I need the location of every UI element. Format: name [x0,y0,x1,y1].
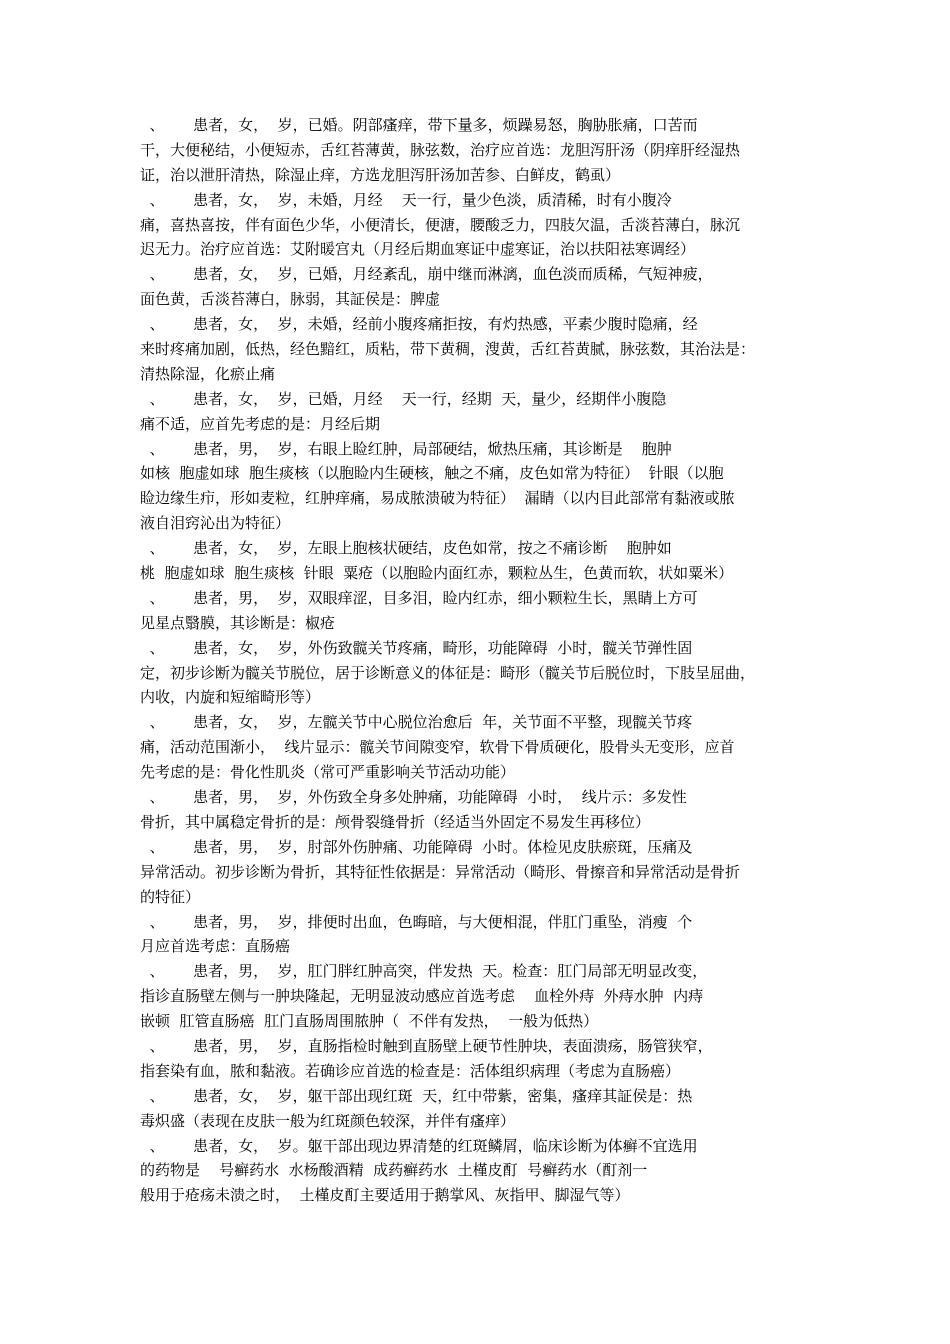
text-line: 来时疼痛加剧，低热，经色黯红，质粘，带下黄稠，溲黄，舌红苔黄腻，脉弦数，其治法是： [140,340,756,359]
text-line: 、 患者，女， 岁，未婚，经前小腹疼痛拒按，有灼热感，平素少腹时隐痛，经 [140,315,698,334]
text-line: 、 患者，男， 岁，直肠指检时触到直肠壁上硬节性肿块，表面溃疡，肠管狭窄， [140,1036,713,1055]
text-line: 睑边缘生疖，形如麦粒，红肿痒痛，易成脓溃破为特征） 漏睛（以内目此部常有黏液或脓 [140,489,735,508]
text-line: 、 患者，女， 岁，已婚。阴部瘙痒，带下量多，烦躁易怒，胸胁胀痛，口苦而 [140,116,698,134]
text-line: 骨折，其中属稳定骨折的是：颅骨裂缝骨折（经适当外固定不易发生再移位） [140,812,651,831]
text-line: 、 患者，女， 岁。躯干部出现边界清楚的红斑鳞屑，临床诊断为体癣不宜选用 [140,1136,698,1155]
text-line: 证，治以泄肝清热，除湿止痒，方选龙胆泻肝汤加苦参、白鲜皮，鹤虱） [140,165,621,184]
text-line: 、 患者，女， 岁，已婚，月经紊乱，崩中继而淋漓，血色淡而质稀，气短神疲， [140,265,713,284]
text-line: 、 患者，女， 岁，左髋关节中心脱位治愈后 年，关节面不平整，现髋关节疼 [140,713,693,732]
text-line: 痛，喜热喜按，伴有面色少华，小便清长，便溏，腰酸乏力，四肢欠温，舌淡苔薄白，脉沉 [140,215,741,234]
text-line: 如核 胞虚如球 胞生痰核（以胞睑内生硬核，触之不痛，皮色如常为特征） 针眼（以胞 [140,464,724,483]
text-line: 、 患者，男， 岁，右眼上睑红肿，局部硬结，焮热压痛，其诊断是 胞肿 [140,439,672,458]
text-line: 指套染有血，脓和黏液。若确诊应首选的检查是：活体组织病理（考虑为直肠癌） [140,1061,681,1080]
text-line: 先考虑的是：骨化性肌炎（常可严重影响关节活动功能） [140,763,516,782]
text-line: 见星点翳膜，其诊断是：椒疮 [140,613,336,632]
document-page [140,113,812,1208]
text-line: 清热除湿，化瘀止痛 [140,364,276,383]
text-line: 、 患者，男， 岁，外伤致全身多处肿痛，功能障碍 小时， 线片示：多发性 [140,788,687,807]
text-line: 迟无力。治疗应首选：艾附暖宫丸（月经后期血寒证中虚寒证，治以扶阳祛寒调经） [140,240,696,259]
text-line: 的药物是 号癣药水 水杨酸酒精 成药癣药水 土槿皮酊 号癣药水（酊剂一 [140,1161,648,1180]
text-line: 、 患者，男， 岁，肛门胖红肿高突，伴发热 天。检查：肛门局部无明显改变， [140,962,708,981]
text-line: 面色黄，舌淡苔薄白，脉弱，其証侯是：脾虚 [140,290,441,309]
text-line: 异常活动。初步诊断为骨折，其特征性依据是：异常活动（畸形、骨擦音和异常活动是骨折 [140,862,741,881]
text-line: 痛不适，应首先考虑的是：月经后期 [140,414,381,433]
text-line: 桃 胞虚如球 胞生痰核 针眼 粟疮（以胞睑内面红赤，颗粒丛生，色黄而软，状如粟米） [140,564,734,583]
text-line: 、 患者，女， 岁，已婚，月经 天一行，经期 天，量少，经期伴小腹隐 [140,389,667,408]
text-line: 液自泪窍沁出为特征） [140,514,291,533]
text-line: 内收，内旋和短缩畸形等） [140,688,321,707]
text-line: 痛，活动范围渐小， 线片显示：髋关节间隙变窄，软骨下骨质硬化，股骨头无变形，应首 [140,738,735,757]
text-line: 、 患者，男， 岁，排便时出血，色晦暗，与大便相混，伴肛门重坠，消瘦 个 [140,912,693,931]
text-line: 的特征） [140,887,201,906]
text-line: 、 患者，男， 岁，双眼痒涩，目多泪，睑内红赤，细小颗粒生长，黑睛上方可 [140,588,698,607]
text-line: 月应首选考虑：直肠癌 [140,937,291,956]
text-line: 毒炽盛（表现在皮肤一般为红斑颜色较深，并伴有瘙痒） [140,1111,516,1130]
text-line: 、 患者，女， 岁，外伤致髋关节疼痛，畸形，功能障碍 小时，髋关节弹性固 [140,638,693,657]
text-line: 嵌顿 肛管直肠癌 肛门直肠周围脓肿（ 不伴有发热， 一般为低热） [140,1012,599,1031]
text-line: 、 患者，女， 岁，左眼上胞核状硬结，皮色如常，按之不痛诊断 胞肿如 [140,539,672,558]
text-line: 、 患者，女， 岁，未婚，月经 天一行，量少色淡，质清稀，时有小腹冷 [140,190,672,209]
text-line: 定，初步诊断为髋关节脱位，居于诊断意义的体征是：畸形（髋关节后脱位时，下肢呈屈曲， [140,663,756,682]
text-line: 、 患者，女， 岁，躯干部出现红斑 天，红中带紫，密集，瘙痒其証侯是：热 [140,1086,693,1105]
text-line: 、 患者，男， 岁，肘部外伤肿痛、功能障碍 小时。体检见皮肤瘀斑，压痛及 [140,837,693,856]
text-line: 般用于疮疡未溃之时， 土槿皮酊主要适用于鹅掌风、灰指甲、脚湿气等） [140,1186,630,1205]
text-line: 指诊直肠壁左侧与一肿块隆起，无明显波动感应首选考虑 血栓外痔 外痔水肿 内痔 [140,987,704,1006]
text-line: 干，大便秘结，小便短赤，舌红苔薄黄，脉弦数，治疗应首选：龙胆泻肝汤（阴痒肝经湿热 [140,140,741,159]
